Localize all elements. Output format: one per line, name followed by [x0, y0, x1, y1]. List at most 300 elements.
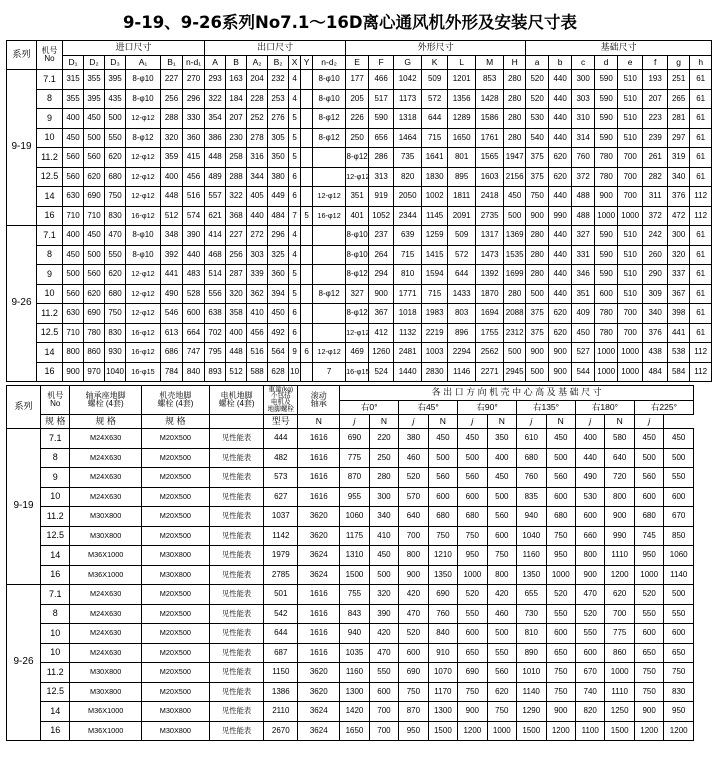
cell: 620 [605, 585, 634, 605]
weight: 444 [264, 429, 298, 449]
cell: 12-φ12 [126, 284, 161, 304]
cell: 367 [668, 284, 690, 304]
cell: 440 [575, 448, 604, 468]
cell: 750 [546, 682, 575, 702]
cell: 490 [575, 468, 604, 488]
cell: 1132 [394, 323, 422, 343]
header-spec-2: 规 格 [70, 415, 141, 429]
cell: 750 [428, 526, 457, 546]
cell: 510 [618, 245, 643, 265]
cell: 450 [572, 323, 595, 343]
cell: 600 [595, 284, 618, 304]
cell: 1830 [422, 167, 448, 187]
cell: 600 [458, 487, 487, 507]
model-no: 12.5 [37, 323, 63, 343]
sub-j-0: j [340, 415, 369, 429]
cell: 450 [84, 109, 105, 129]
header-dir-135: 右135° [517, 401, 576, 415]
col-c: c [572, 56, 595, 70]
cell: 8-φ12 [126, 128, 161, 148]
cell: 5 [289, 109, 301, 129]
cell: 112 [690, 206, 712, 226]
cell: 860 [84, 343, 105, 363]
cell: 670 [575, 663, 604, 683]
model-no: 16 [41, 721, 70, 741]
model-no: 8 [37, 89, 63, 109]
bearing-model: 3624 [298, 721, 340, 741]
cell: 256 [226, 245, 247, 265]
cell: 940 [517, 507, 546, 527]
header-group-base: 基础尺寸 [526, 41, 712, 56]
col-g: g [668, 56, 690, 70]
cell: 550 [634, 604, 663, 624]
cell: 500 [634, 448, 663, 468]
cell: 4 [289, 226, 301, 246]
cell: 16-φ12 [126, 206, 161, 226]
table-row [7, 682, 694, 702]
col-e: e [618, 56, 643, 70]
cell: 1947 [504, 148, 526, 168]
cell: 7 [313, 362, 346, 382]
cell: 314 [572, 128, 595, 148]
header-series: 系列 [7, 41, 37, 70]
cell: 540 [526, 128, 549, 148]
weight: 687 [264, 643, 298, 663]
cell: 620 [487, 682, 516, 702]
table-row [7, 721, 694, 741]
model-no: 7.1 [41, 429, 70, 449]
cell: 1310 [340, 546, 369, 566]
cell: 690 [428, 585, 457, 605]
cell [313, 226, 346, 246]
cell: 16-φ15 [346, 362, 369, 382]
cell: 530 [575, 487, 604, 507]
cell: 278 [247, 128, 268, 148]
table-row [7, 526, 694, 546]
cell: 1415 [422, 245, 448, 265]
cell: 360 [183, 128, 205, 148]
cell: 500 [63, 265, 84, 285]
cell: 710 [63, 323, 84, 343]
cell: 1173 [394, 89, 422, 109]
cell: 61 [690, 89, 712, 109]
cell: 12-φ12 [126, 187, 161, 207]
cell: 900 [399, 565, 428, 585]
cell: 780 [595, 167, 618, 187]
header-group-inlet: 进口尺寸 [63, 41, 205, 56]
cell: 390 [369, 604, 398, 624]
cell: 8-φ10 [126, 89, 161, 109]
cell: 1060 [340, 507, 369, 527]
cell: 1473 [476, 245, 504, 265]
cell: 2344 [394, 206, 422, 226]
cell: 440 [549, 109, 572, 129]
table-row [7, 468, 694, 488]
cell: 372 [643, 206, 668, 226]
cell: 1983 [422, 304, 448, 324]
col-Y: Y [301, 56, 313, 70]
cell: 12-φ12 [126, 148, 161, 168]
sub-j-225: j [634, 415, 663, 429]
table-row [7, 226, 712, 246]
model-no: 11.2 [37, 148, 63, 168]
cell: 1175 [340, 526, 369, 546]
cell: 500 [504, 343, 526, 363]
cell: 520 [399, 624, 428, 644]
cell: 715 [422, 284, 448, 304]
casing-bolt-spec: M20X500 [141, 643, 209, 663]
cell: 520 [575, 604, 604, 624]
cell: 1771 [394, 284, 422, 304]
cell: 700 [369, 702, 398, 722]
motor-bolt-spec: 见性能表 [209, 643, 263, 663]
cell: 564 [268, 343, 289, 363]
cell: 710 [84, 206, 105, 226]
cell: 1140 [517, 682, 546, 702]
cell: 840 [428, 624, 457, 644]
cell: 520 [526, 89, 549, 109]
cell: 1100 [575, 721, 604, 741]
cell: 242 [643, 226, 668, 246]
cell: 700 [618, 187, 643, 207]
cell: 638 [205, 304, 226, 324]
weight: 482 [264, 448, 298, 468]
cell: 890 [517, 643, 546, 663]
cell: 517 [369, 89, 394, 109]
cell: 280 [369, 468, 398, 488]
cell: 450 [664, 429, 694, 449]
cell: 395 [84, 89, 105, 109]
cell: 450 [63, 128, 84, 148]
table-row [7, 663, 694, 683]
table-row [7, 323, 712, 343]
cell: 450 [458, 429, 487, 449]
cell: 1535 [504, 245, 526, 265]
cell: 8-φ10 [313, 70, 346, 90]
cell: 919 [369, 187, 394, 207]
cell: 900 [526, 206, 549, 226]
cell: 460 [399, 448, 428, 468]
cell: 900 [575, 565, 604, 585]
cell: 340 [668, 167, 690, 187]
casing-bolt-spec: M20X500 [141, 487, 209, 507]
cell: 337 [668, 265, 690, 285]
cell: 680 [546, 507, 575, 527]
cell: 560 [63, 284, 84, 304]
cell: 303 [247, 245, 268, 265]
cell: 870 [399, 702, 428, 722]
cell: 112 [690, 187, 712, 207]
cell: 1000 [618, 206, 643, 226]
cell: 415 [183, 148, 205, 168]
col-A: A [205, 56, 226, 70]
cell: 1018 [394, 304, 422, 324]
cell: 745 [634, 526, 663, 546]
cell: 500 [487, 487, 516, 507]
cell: 470 [369, 643, 398, 663]
cell: 800 [605, 487, 634, 507]
cell: 640 [605, 448, 634, 468]
cell: 600 [428, 487, 457, 507]
table-row [7, 448, 694, 468]
cell: 470 [105, 226, 126, 246]
cell: 448 [161, 187, 183, 207]
cell: 280 [526, 265, 549, 285]
cell: 449 [268, 187, 289, 207]
cell: 7 [289, 206, 301, 226]
bearing-bolt-spec: M30X800 [70, 682, 141, 702]
cell: 500 [458, 448, 487, 468]
cell: 630 [63, 187, 84, 207]
cell: 955 [340, 487, 369, 507]
cell: 570 [399, 487, 428, 507]
series-label: 9-26 [7, 226, 37, 382]
cell: 500 [526, 284, 549, 304]
casing-bolt-spec: M20X500 [141, 624, 209, 644]
header-blank [209, 415, 263, 429]
cell: 207 [226, 109, 247, 129]
table-row [7, 362, 712, 382]
model-no: 7.1 [41, 585, 70, 605]
cell: 450 [428, 429, 457, 449]
cell: 351 [346, 187, 369, 207]
casing-bolt-spec: M30X800 [141, 565, 209, 585]
cell: 8-φ12 [313, 128, 346, 148]
cell: 680 [428, 507, 457, 527]
table-row [7, 507, 694, 527]
cell: 1641 [422, 148, 448, 168]
cell: 327 [572, 226, 595, 246]
cell: 440 [549, 226, 572, 246]
cell: 950 [458, 546, 487, 566]
cell: 1500 [605, 721, 634, 741]
cell: 530 [526, 109, 549, 129]
cell: 1160 [340, 663, 369, 683]
col-F: F [369, 56, 394, 70]
sub-j-90: j [458, 415, 487, 429]
cell: 250 [346, 128, 369, 148]
table-row [7, 89, 712, 109]
cell: 556 [205, 284, 226, 304]
model-no: 10 [37, 128, 63, 148]
motor-bolt-spec: 见性能表 [209, 448, 263, 468]
cell: 750 [526, 187, 549, 207]
cell: 12-φ12 [126, 304, 161, 324]
cell: 613 [161, 323, 183, 343]
cell: 512 [161, 206, 183, 226]
model-no: 12.5 [41, 682, 70, 702]
cell: 700 [618, 323, 643, 343]
cell: 250 [369, 448, 398, 468]
cell: 950 [634, 546, 663, 566]
motor-bolt-spec: 见性能表 [209, 429, 263, 449]
cell: 800 [63, 343, 84, 363]
cell: 61 [690, 245, 712, 265]
cell: 735 [394, 148, 422, 168]
cell: 1586 [476, 109, 504, 129]
cell: 237 [369, 226, 394, 246]
bearing-bolt-spec: M24X630 [70, 643, 141, 663]
cell: 1761 [476, 128, 504, 148]
cell: 900 [595, 187, 618, 207]
motor-bolt-spec: 见性能表 [209, 682, 263, 702]
cell: 440 [549, 265, 572, 285]
cell: 1318 [394, 109, 422, 129]
cell: 6 [289, 323, 301, 343]
motor-bolt-spec: 见性能表 [209, 526, 263, 546]
cell: 1603 [476, 167, 504, 187]
weight: 1037 [264, 507, 298, 527]
cell: 590 [595, 70, 618, 90]
cell: 1110 [605, 682, 634, 702]
cell: 550 [105, 128, 126, 148]
cell: 305 [268, 128, 289, 148]
bearing-model: 1616 [298, 643, 340, 663]
weight: 1979 [264, 546, 298, 566]
cell: 8-φ10 [313, 89, 346, 109]
cell: 686 [161, 343, 183, 363]
cell: 16-φ12 [126, 323, 161, 343]
table-row [7, 565, 694, 585]
cell: 900 [63, 362, 84, 382]
cell: 280 [504, 70, 526, 90]
model-no: 16 [37, 206, 63, 226]
cell: 256 [161, 89, 183, 109]
cell: 1755 [476, 323, 504, 343]
weight: 1142 [264, 526, 298, 546]
cell: 640 [399, 507, 428, 527]
cell: 650 [458, 643, 487, 663]
cell: 900 [526, 343, 549, 363]
cell: 380 [268, 167, 289, 187]
cell: 656 [369, 128, 394, 148]
cell: 300 [572, 70, 595, 90]
cell: 500 [487, 624, 516, 644]
cell: 810 [517, 624, 546, 644]
cell: 1392 [476, 265, 504, 285]
cell: 560 [546, 468, 575, 488]
cell: 296 [268, 226, 289, 246]
cell: 820 [394, 167, 422, 187]
cell: 286 [369, 148, 394, 168]
cell: 12-φ12 [313, 187, 346, 207]
bearing-model: 1616 [298, 604, 340, 624]
casing-bolt-spec: M30X800 [141, 546, 209, 566]
cell: 282 [643, 167, 668, 187]
cell: 450 [634, 429, 663, 449]
cell: 500 [526, 362, 549, 382]
cell: 680 [105, 167, 126, 187]
cell: 843 [340, 604, 369, 624]
cell: 590 [595, 89, 618, 109]
cell: 8-φ12 [346, 265, 369, 285]
motor-bolt-spec: 见性能表 [209, 721, 263, 741]
cell: 690 [84, 304, 105, 324]
cell: 1369 [504, 226, 526, 246]
cell: 680 [458, 507, 487, 527]
cell: 456 [183, 167, 205, 187]
cell: 1300 [428, 702, 457, 722]
cell: 1350 [517, 565, 546, 585]
cell: 690 [399, 663, 428, 683]
cell: 61 [690, 284, 712, 304]
cell: 354 [205, 109, 226, 129]
cell: 331 [572, 245, 595, 265]
motor-bolt-spec: 见性能表 [209, 624, 263, 644]
cell: 546 [161, 304, 183, 324]
cell: 800 [575, 546, 604, 566]
cell: 655 [517, 585, 546, 605]
cell: 800 [399, 546, 428, 566]
cell: 500 [105, 109, 126, 129]
cell: 348 [161, 226, 183, 246]
sub-N-0: N [298, 415, 340, 429]
page-title: 9-19、9-26系列No7.1～16D离心通风机外形及安装尺寸表 [122, 13, 578, 32]
model-no: 12.5 [37, 167, 63, 187]
table-row [7, 643, 694, 663]
cell: 5 [289, 284, 301, 304]
cell: 950 [399, 721, 428, 741]
cell [313, 148, 346, 168]
col-h: h [690, 56, 712, 70]
cell: 300 [668, 226, 690, 246]
cell: 715 [394, 245, 422, 265]
cell: 2562 [476, 343, 504, 363]
cell: 600 [546, 624, 575, 644]
cell: 12-φ12 [346, 323, 369, 343]
cell: 223 [643, 109, 668, 129]
weight: 2785 [264, 565, 298, 585]
cell: 550 [546, 604, 575, 624]
cell: 330 [183, 109, 205, 129]
bearing-bolt-spec: M30X800 [70, 526, 141, 546]
table-row [7, 206, 712, 226]
cell: 296 [183, 89, 205, 109]
cell: 900 [546, 702, 575, 722]
cell: 410 [247, 304, 268, 324]
cell: 795 [205, 343, 226, 363]
cell [313, 245, 346, 265]
cell: 12-φ12 [346, 167, 369, 187]
cell: 620 [549, 323, 572, 343]
bearing-model: 3624 [298, 546, 340, 566]
bearing-model: 1616 [298, 487, 340, 507]
cell: 394 [268, 284, 289, 304]
col-d: d [595, 56, 618, 70]
cell: 322 [205, 89, 226, 109]
cell: 490 [161, 284, 183, 304]
cell [301, 284, 313, 304]
cell: 750 [664, 663, 694, 683]
cell: 2294 [448, 343, 476, 363]
cell: 760 [517, 468, 546, 488]
cell: 1420 [340, 702, 369, 722]
cell: 6 [301, 343, 313, 363]
cell: 303 [572, 89, 595, 109]
cell: 500 [84, 245, 105, 265]
casing-bolt-spec: M20X500 [141, 448, 209, 468]
cell: 510 [618, 284, 643, 304]
weight: 627 [264, 487, 298, 507]
header-motor-bolt: 电机地脚 螺栓 (4套) [209, 386, 263, 415]
cell [301, 89, 313, 109]
model-no: 14 [37, 343, 63, 363]
cell: 395 [105, 70, 126, 90]
cell: 930 [105, 343, 126, 363]
bearing-bolt-spec: M24X630 [70, 585, 141, 605]
cell: 226 [346, 109, 369, 129]
cell: 293 [205, 70, 226, 90]
